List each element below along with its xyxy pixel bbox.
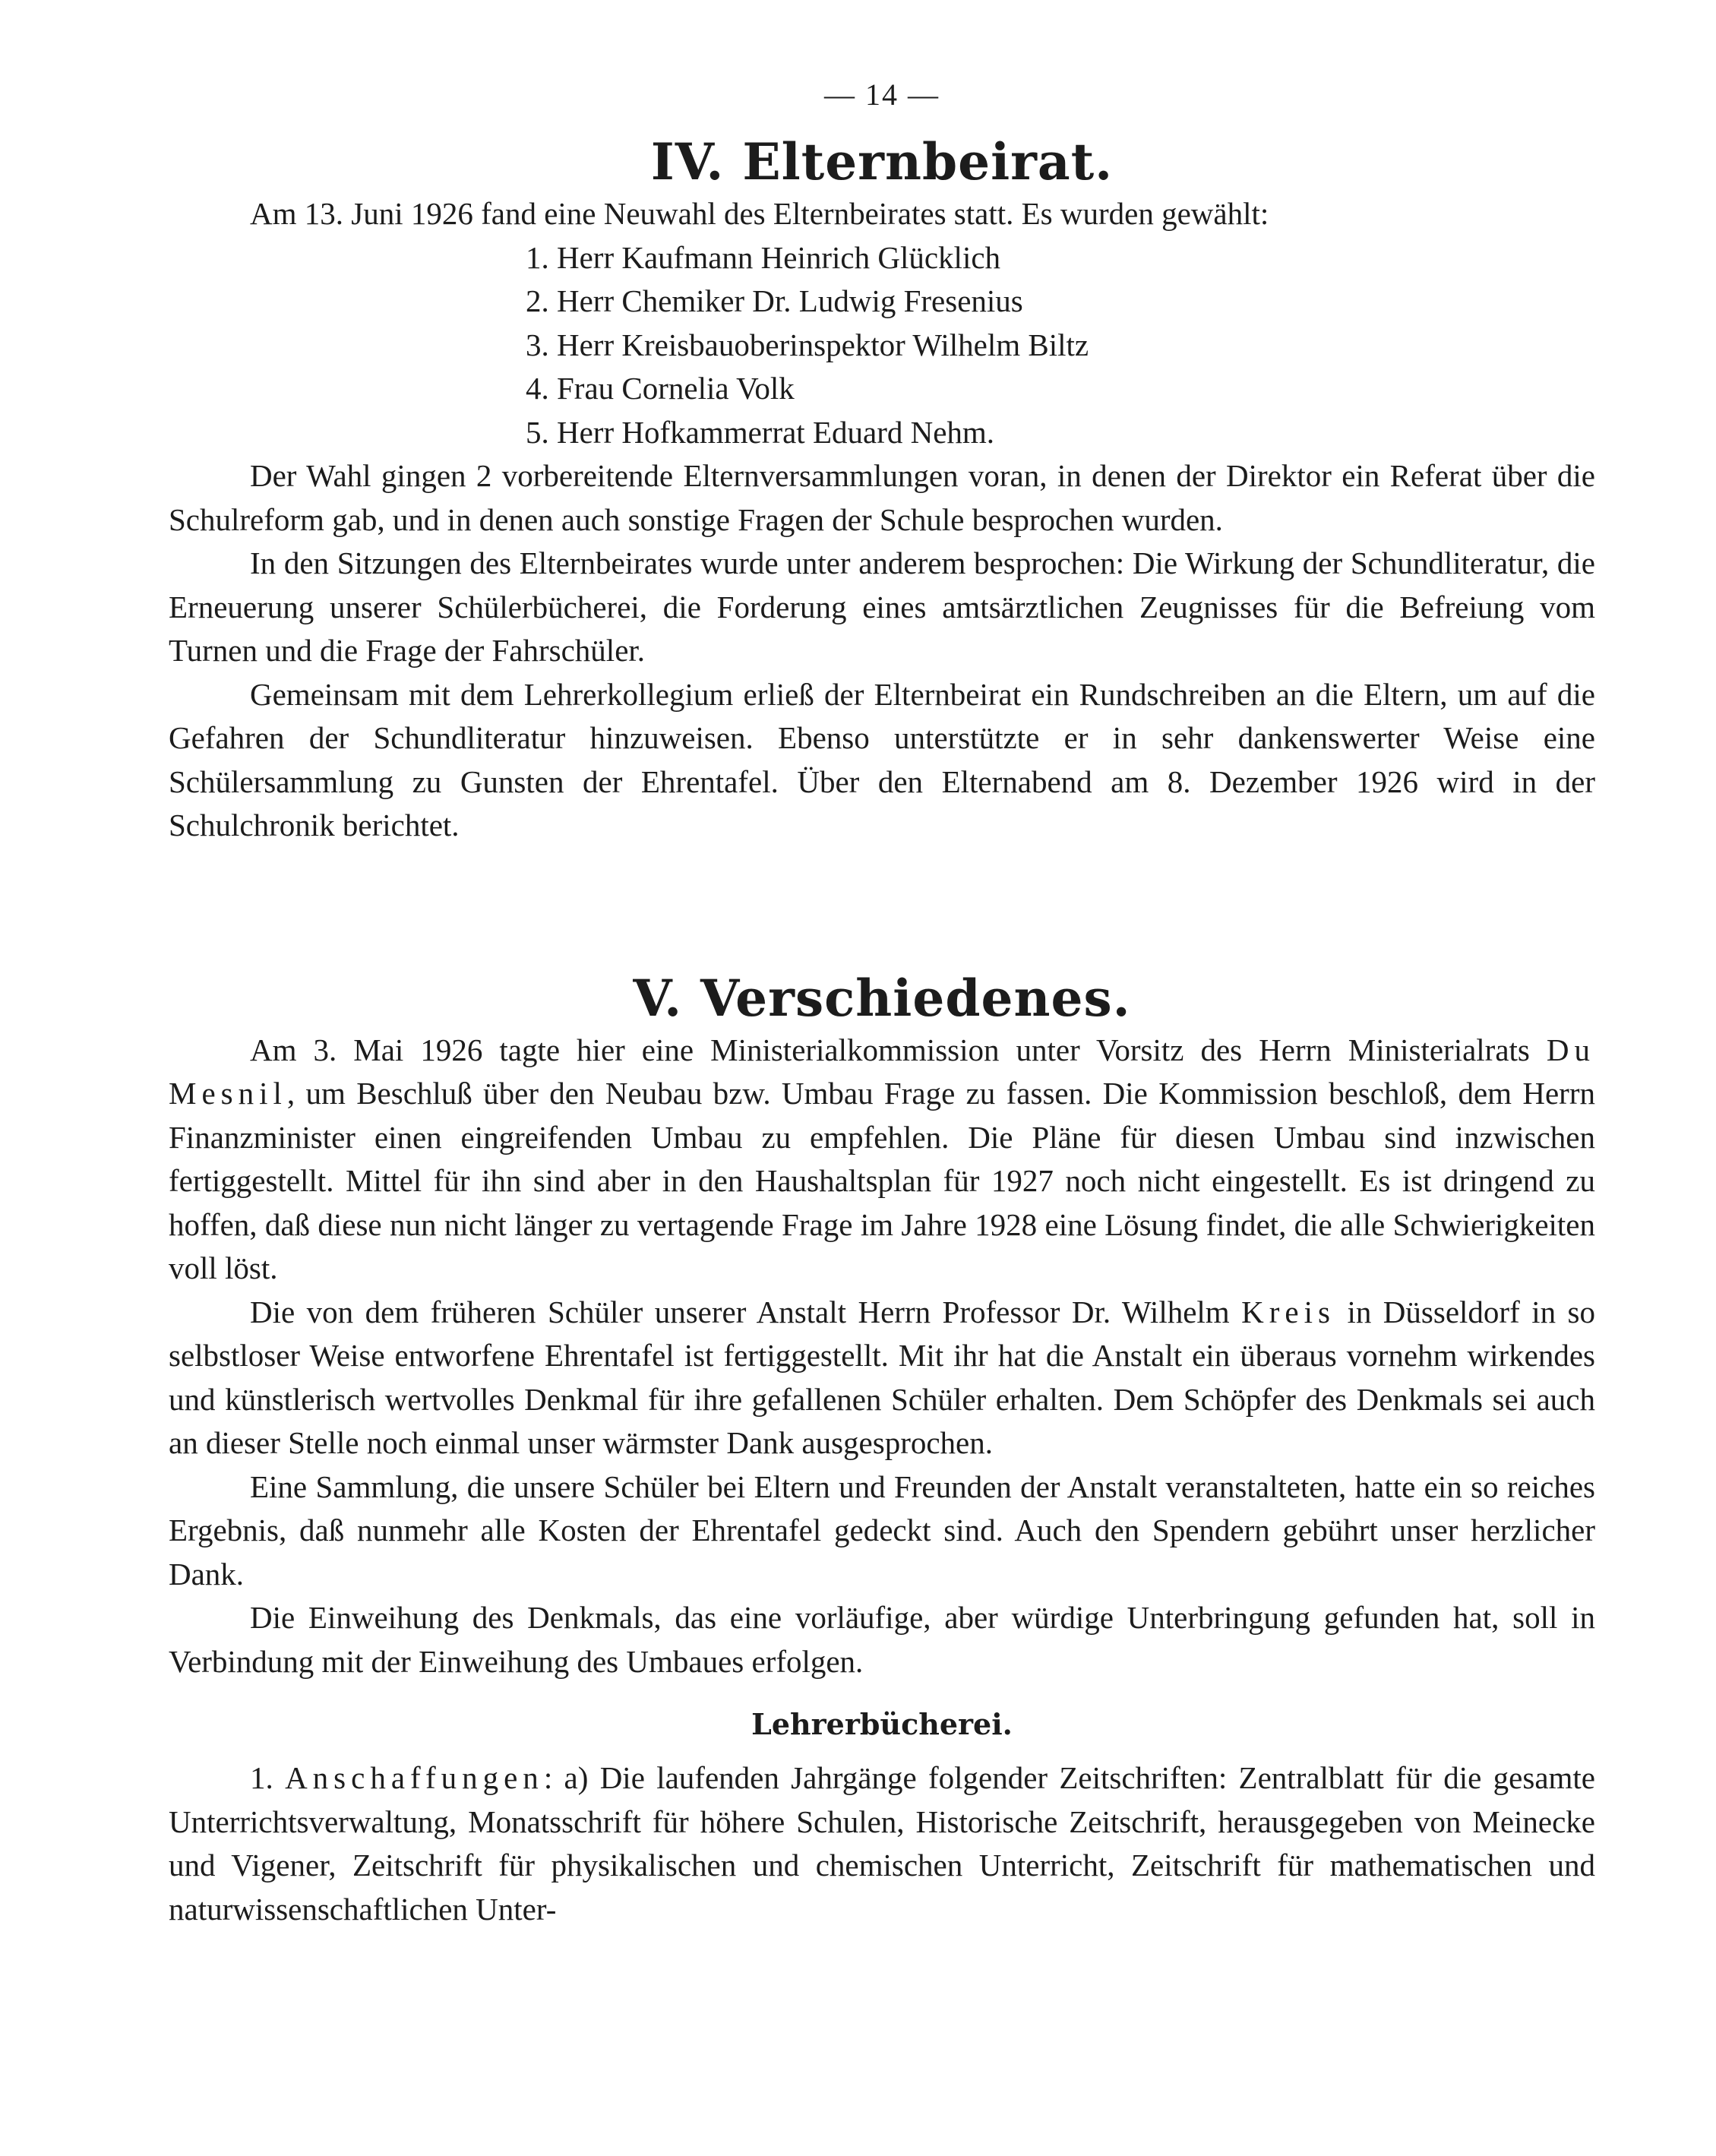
section-4-paragraph: Gemeinsam mit dem Lehrerkollegium erließ der Elternbeirat ein Rundschreiben an die Eltern, um auf die Gefahren der Schundliteratur hinzuweisen. Ebenso unterstützte er in sehr dankenswerter Weise eine Schülersammlung zu Gunsten der Ehrentafel. Über den Elternabend am 8. Dezember 1926 wird in der Schulchronik berichtet. xyxy=(169,676,1595,842)
paragraph-text: Am 3. Mai 1926 tagte hier eine Ministerialkommission unter Vorsitz des Herrn Ministerialrats xyxy=(250,1032,1547,1067)
document-page xyxy=(169,72,1595,1931)
section-5-paragraph: Die Einweihung des Denkmals, das eine vorläufige, aber würdige Unterbringung gefunden hat, soll in Verbindung mit der Einweihung des Umbaues erfolgen. xyxy=(169,1600,1595,1679)
list-item: 1. Herr Kaufmann Heinrich Glücklich xyxy=(526,239,1001,275)
list-item: 2. Herr Chemiker Dr. Ludwig Fresenius xyxy=(526,283,1023,318)
item-label: Anschaffungen xyxy=(285,1760,544,1795)
section-4-intro: Am 13. Juni 1926 fand eine Neuwahl des Elternbeirates statt. Es wurden gewählt: xyxy=(250,196,1269,231)
paragraph-text: , um Beschluß über den Neubau bzw. Umbau Frage zu fassen. Die Kommission beschloß, dem Herrn Finanzminister einen eingreifenden Umbau zu empfehlen. Die Pläne für diesen Umbau sind inzwischen fertiggestellt. Mittel für ihn sind aber in den Haushaltsplan für 1927 noch nicht eingestellt. Es ist dringend zu hoffen, daß diese nun nicht länger zu vertagende Frage im Jahre 1928 eine Lösung findet, die alle Schwierigkeiten voll löst. xyxy=(169,1076,1595,1285)
page-number: — 14 — xyxy=(824,77,940,112)
section-5-heading: V. Verschiedenes. xyxy=(633,968,1131,1028)
paragraph-text: : a) Die laufenden Jahrgänge folgender Zeitschriften: Zentralblatt für die gesamte Unterrichtsverwaltung, Monatsschrift für höhere Schulen, Historische Zeitschrift, herausgegeben von Meinecke und Vigener, Zeitschrift für physikalischen und chemischen Unterricht, Zeitschrift für mathematischen und naturwissenschaftlichen Unter- xyxy=(169,1760,1595,1927)
person-name: Kreis xyxy=(1241,1294,1335,1329)
section-5-paragraph xyxy=(169,1291,1595,1465)
list-item: 4. Frau Cornelia Volk xyxy=(526,371,795,406)
elected-members-list xyxy=(169,236,1595,455)
item-number: 1. xyxy=(250,1760,286,1795)
person-name: Du Mesnil xyxy=(169,1032,1595,1111)
paragraph-text: Die von dem früheren Schüler unserer Anstalt Herrn Professor Dr. Wilhelm xyxy=(250,1294,1242,1329)
section-5-paragraph xyxy=(169,1029,1595,1291)
lehrerbuecherei-heading: Lehrerbücherei. xyxy=(751,1707,1013,1741)
section-5-paragraph: Eine Sammlung, die unsere Schüler bei Eltern und Freunden der Anstalt veranstalteten, hatte ein so reiches Ergebnis, daß nunmehr alle Kosten der Ehrentafel gedeckt sind. Auch den Spendern gebührt unser herzlicher Dank. xyxy=(169,1468,1595,1592)
section-4-paragraph: In den Sitzungen des Elternbeirates wurde unter anderem besprochen: Die Wirkung der Schundliteratur, die Erneuerung unserer Schülerbücherei, die Forderung eines amtsärztlichen Zeugnisses für die Befreiung vom Turnen und die Frage der Fahrschüler. xyxy=(169,545,1595,668)
list-item: 5. Herr Hofkammerrat Eduard Nehm. xyxy=(526,414,995,450)
paragraph-text: in Düsseldorf in so selbstloser Weise entworfene Ehrentafel ist fertiggestellt. Mit ihr hat die Anstalt ein überaus vornehm wirkendes und künstlerisch wertvolles Denkmal für ihre gefallenen Schüler erhalten. Dem Schöpfer des Denkmals sei auch an dieser Stelle noch einmal unser wärmster Dank ausgesprochen. xyxy=(169,1294,1596,1460)
section-4-heading: IV. Elternbeirat. xyxy=(650,132,1114,191)
section-4-paragraph: Der Wahl gingen 2 vorbereitende Elternversammlungen voran, in denen der Direktor ein Referat über die Schulreform gab, und in denen auch sonstige Fragen der Schule besprochen wurden. xyxy=(169,458,1595,537)
lehrerbuecherei-paragraph xyxy=(169,1756,1595,1931)
list-item: 3. Herr Kreisbauoberinspektor Wilhelm Biltz xyxy=(526,327,1089,362)
